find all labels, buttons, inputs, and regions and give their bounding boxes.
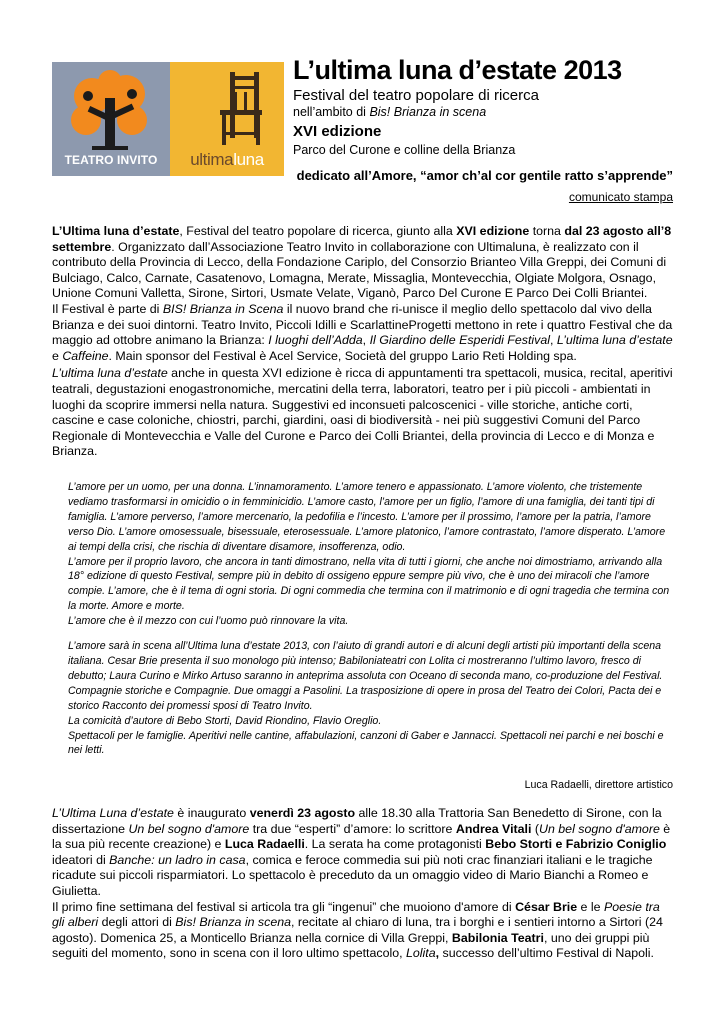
text-run: è la sua più recente creazione) e xyxy=(52,821,671,852)
text-run: tra due “esperti” d’amore: lo scrittore xyxy=(249,821,456,836)
context-line xyxy=(293,105,693,120)
ultimaluna-logo xyxy=(170,62,284,176)
text-run: e xyxy=(52,348,63,363)
text-run: , uno dei gruppi più seguiti del momento, sono in scena con il loro ultimo spettacolo, xyxy=(52,930,650,961)
date-highlight: venerdì 23 agosto xyxy=(249,806,356,820)
quote-paragraph: L’amore sarà in scena all’Ultima luna d’estate 2013, con l’aiuto di grandi autori e di alcuni degli artisti più importanti della scena italiana. Cesar Brie presenta il suo monologo più intenso; Babiloniateatri con Lolita ci mostreranno l’ultimo lavoro, fresco di debutto; Laura Curino e Mirko Artuso saranno in anteprima assoluta con Oceano di seconda mano, co-produzione del Festival. xyxy=(68,640,663,682)
intro-paragraph-3 xyxy=(52,366,674,460)
edition-label: XVI edizione xyxy=(293,123,382,140)
festival-title: L’ultima luna d’estate xyxy=(556,333,673,348)
teatro-invito-label: TEATRO INVITO xyxy=(64,153,158,167)
quote-signature: Luca Radaelli, direttore artistico xyxy=(524,779,673,791)
intro-text xyxy=(52,224,674,460)
text-run: . La serata ha come protagonisti xyxy=(304,837,486,852)
festival-logo xyxy=(52,62,284,176)
text-run: Il Festival è parte di xyxy=(52,301,163,316)
text-run: il nuovo brand che ri-unisce il meglio dello spettacolo dal vivo della Brianza e dei suoi dintorni. Teatro Invito, Piccoli Idilli e ScarlattineProgetti mettono in rete i quattro Festival che da maggio ad ottobre animano la Brianza: xyxy=(52,301,673,348)
text-run: successo dell’ultimo Festival di Napoli. xyxy=(439,946,654,961)
text-run: anche in questa XVI edizione è ricca di appuntamenti tra spettacoli, musica, recital, aperitivi teatrali, degustazioni enogastronomiche, mercatini della terra, laboratori, teatro per i più piccoli - ambientati in luoghi da scoprire immersi nella natura. Suggestivi ed inconsueti palcoscenici - ville storiche, antiche corti, cascine e case coloniche, chiostri, parchi, giardini, oasi di biodiversità - nei più suggestivi Comuni del Parco Regionale di Montevecchia e Valle del Curone e Parco dei Colli Briantei, della provincia di Lecco e di Monza e Brianza. xyxy=(52,366,673,459)
intro-paragraph-1 xyxy=(52,224,674,302)
location-line: Parco del Curone e colline della Brianza xyxy=(293,143,516,157)
show-title: Lolita xyxy=(406,946,436,961)
ultimaluna-label-part1: ultima xyxy=(190,150,234,169)
header-block xyxy=(293,54,693,158)
person-name: César Brie xyxy=(515,899,578,914)
page-title: L’ultima luna d’estate 2013 xyxy=(293,55,622,85)
context-prefix: nell’ambito di xyxy=(293,105,370,119)
person-name: Luca Radaelli xyxy=(224,837,305,852)
brand-name: BIS! Brianza in Scena xyxy=(162,301,284,316)
ultimaluna-label-part2: luna xyxy=(233,150,264,169)
show-title: Poesie tra gli alberi xyxy=(52,899,660,930)
bold-comma: , xyxy=(435,946,440,961)
person-name: Andrea Vitali xyxy=(455,821,532,836)
intro-paragraph-2 xyxy=(52,302,674,364)
festival-name: L’Ultima luna d’estate xyxy=(52,224,180,238)
show-title: Un bel sogno d'amore xyxy=(128,821,250,836)
company-name: Babilonia Teatri xyxy=(451,930,544,945)
page-subtitle: Festival del teatro popolare di ricerca xyxy=(293,87,539,104)
festival-title: Caffeine xyxy=(62,348,109,363)
program-paragraph-2 xyxy=(52,900,674,962)
quote-paragraph: L’amore per un uomo, per una donna. L’innamoramento. L’amore tenero e appassionato. L’amore violento, che tristemente vediamo trasformarsi in omicidio o in femminicidio. L’amore casto, l’amore per un figlio, l’amore di una famiglia, dei tanti tipi di famiglia. L’amore perverso, l’amore mercenario, la pedofilia e l’incesto. L’amore per il prossimo, l’amore per la patria, l’amore verso Dio. L’amore omosessuale, bisessuale, eterosessuale. L’amore platonico, l’amore contrastato, l’amore disperato. L’amore ai tempi della crisi, che rischia di diventare disamore, insofferenza, odio. xyxy=(68,481,666,553)
program-text xyxy=(52,806,674,962)
brand-name: Bis! Brianza in scena xyxy=(175,915,291,930)
dedication-line: dedicato all’Amore, “amor ch’al cor gentile ratto s’apprende” xyxy=(296,168,673,183)
text-run: . Organizzato dall’Associazione Teatro Invito in collaborazione con Ultimaluna, è realizzato con il contributo della Provincia di Lecco, della Fondazione Cariplo, del Consorzio Brianteo Villa Greppi, dei Comuni di Bulciago, Calco, Carnate, Casatenovo, Lomagna, Merate, Missaglia, Montevecchia, Olgiate Molgora, Osnago, Unione Comuni Valletta, Sirone, Sirtori, Usmate Velate, Viganò, Parco Del Curone E Parco Dei Colli Briantei. xyxy=(52,239,667,301)
text-run: , comica e feroce commedia sui più noti crac finanziari italiani e le tragiche ricadute sui piccoli risparmiatori. Lo spettacolo è preceduto da un omaggio video di Mario Bianchi a Romeo e Giulietta. xyxy=(52,852,653,898)
quote-paragraph: Compagnie storiche e Compagnie. Due omaggi a Pasolini. La trasposizione di opere in prosa del Teatro dei Colori, Pacta dei e storico Racconto dei promessi sposi di Teatro Invito. xyxy=(68,684,662,712)
show-title: Un bel sogno d'amore xyxy=(539,821,660,836)
person-name: Bebo Storti e Fabrizio Coniglio xyxy=(485,837,667,852)
edition-highlight: XVI edizione xyxy=(456,224,530,238)
text-run: è inaugurato xyxy=(173,806,250,820)
text-run: . Main sponsor del Festival è Acel Service, Società del gruppo Lario Reti Holding spa. xyxy=(108,348,577,363)
press-release-label: comunicato stampa xyxy=(568,190,673,204)
text-run: torna xyxy=(529,224,565,238)
text-run: , xyxy=(550,333,557,348)
text-run: ( xyxy=(531,821,539,836)
director-quote xyxy=(68,480,675,758)
teatro-invito-logo xyxy=(52,62,170,176)
festival-title: I luoghi dell’Adda xyxy=(268,333,363,348)
text-run: e le xyxy=(577,899,604,914)
context-brand: Bis! Brianza in scena xyxy=(369,105,487,119)
dates-highlight: dal 23 agosto all’8 settembre xyxy=(52,224,672,254)
text-run: , xyxy=(362,333,370,348)
text-run: alle 18.30 alla Trattoria San Benedetto di Sirone, con la dissertazione xyxy=(52,806,662,836)
quote-paragraph: L’amore per il proprio lavoro, che ancora in tanti dimostrano, nella vita di tutti i giorni, che anche noi dimostriamo, arrivando alla 18° edizione di questo Festival, sempre più in debito di ossigeno eppure sempre più vivo, che è uno dei miracoli che l’amore compie. L’amore, che è il tema di ogni storia. Di ogni commedia che termina con il matrimonio e di ogni tragedia che termina con la morte. Amore e morte. xyxy=(68,555,670,613)
program-paragraph-1 xyxy=(52,806,674,900)
text-run: degli attori di xyxy=(98,915,176,930)
text-run: , recitate al chiaro di luna, tra i borghi e i sentieri intorno a Sirtori (24 agosto). Domenica 25, a Monticello Brianza nella cornice di Villa Greppi, xyxy=(52,915,663,945)
text-run: , Festival del teatro popolare di ricerca, giunto alla xyxy=(179,224,457,238)
ultimaluna-label xyxy=(170,150,284,170)
show-title: Banche: un ladro in casa xyxy=(109,852,246,867)
quote-paragraph: Spettacoli per le famiglie. Aperitivi nelle cantine, affabulazioni, canzoni di Gaber e Jannacci. Spettacoli nei parchi e nei boschi e nei letti. xyxy=(68,729,664,757)
quote-paragraph: L’amore che è il mezzo con cui l’uomo può rinnovare la vita. xyxy=(68,615,349,628)
quote-paragraph: La comicità d’autore di Bebo Storti, David Riondino, Flavio Oreglio. xyxy=(68,714,382,727)
festival-name-italic: L’ultima luna d’estate xyxy=(52,366,168,381)
text-run: Il primo fine settimana del festival si articola tra gli “ingenui” che muoiono d'amore di xyxy=(52,899,516,914)
text-run: ideatori di xyxy=(52,852,110,867)
festival-title: Il Giardino delle Esperidi Festival xyxy=(369,333,550,348)
festival-name-italic: L’Ultima Luna d’estate xyxy=(52,806,174,820)
